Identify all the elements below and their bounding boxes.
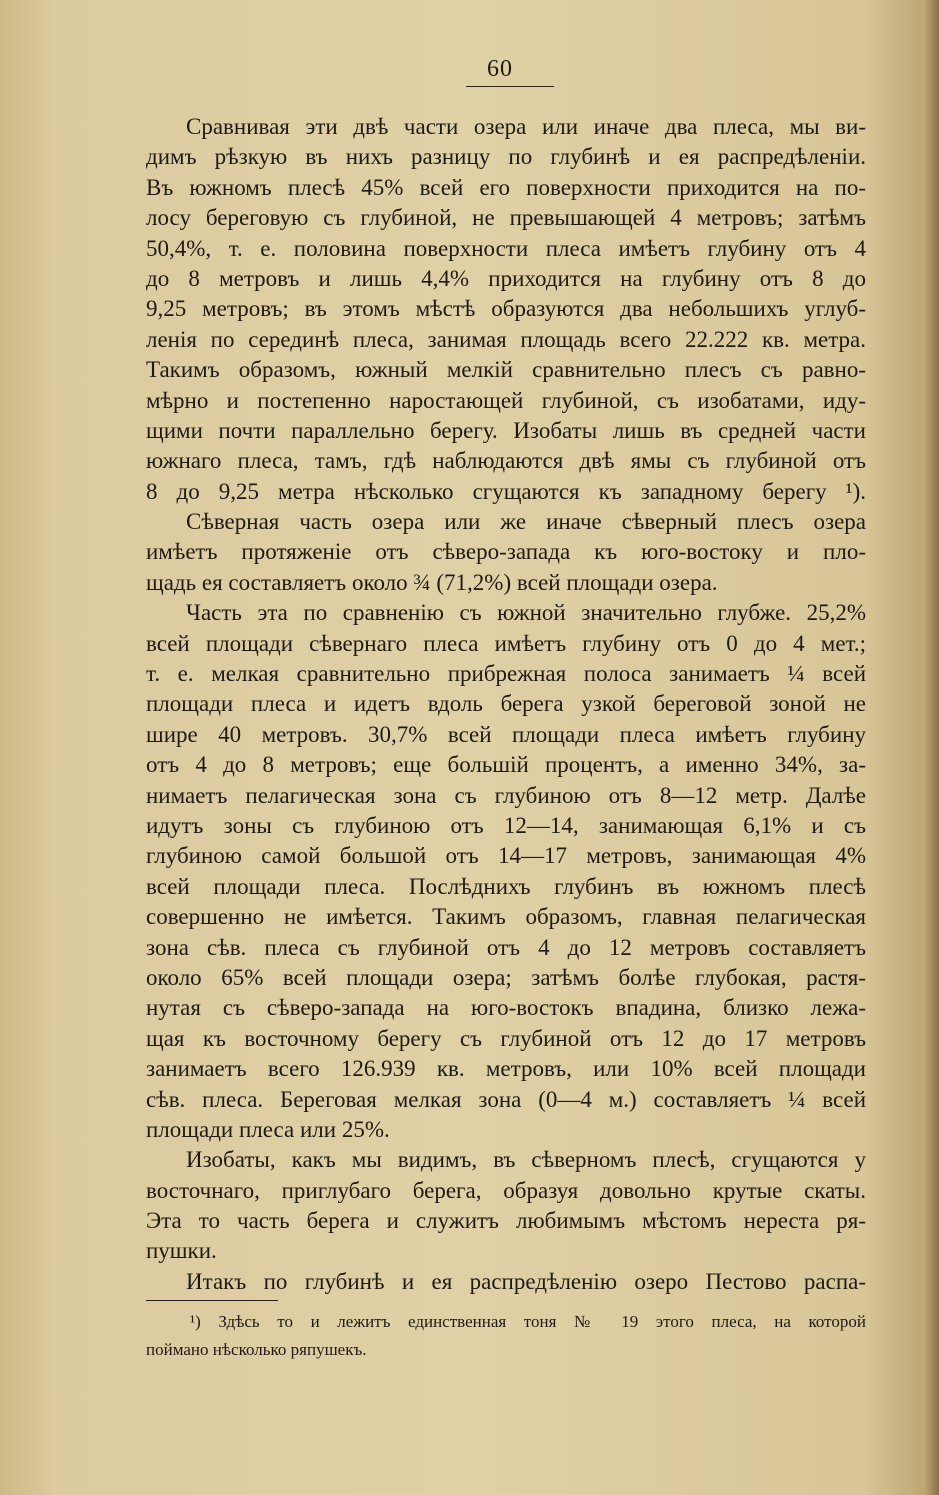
text-line: щими почти параллельно берегу. Изобаты лишь въ средней части	[146, 417, 866, 443]
text-line: щадь ея составляетъ около ¾ (71,2%) всей площади озера.	[146, 569, 718, 595]
text-line: Сравнивая эти двѣ части озера или иначе два плеса, мы ви-	[186, 114, 866, 139]
text-line: пушки.	[146, 1238, 217, 1264]
text-line: зона сѣв. плеса съ глубиной отъ 4 до 12 метровъ составляетъ	[146, 934, 866, 960]
text-line: Изобаты, какъ мы видимъ, въ сѣверномъ плесѣ, сгущаются у	[186, 1147, 866, 1173]
text-line: всей площади плеса. Послѣднихъ глубинъ въ южномъ плесѣ	[146, 873, 866, 899]
text-line: занимаетъ всего 126.939 кв. метровъ, или 10% всей площади	[146, 1056, 866, 1082]
text-line: Въ южномъ плесѣ 45% всей его поверхности приходится на по-	[146, 174, 866, 200]
text-line: 50,4%, т. е. половина поверхности плеса имѣетъ глубину отъ 4	[146, 235, 866, 261]
footnote-line: поймано нѣсколько ряпушекъ.	[146, 1340, 367, 1359]
footnote	[146, 1308, 866, 1364]
text-line: 9,25 метровъ; въ этомъ мѣстѣ образуются два небольшихъ углуб-	[146, 296, 866, 322]
paragraph-3	[146, 598, 866, 1145]
text-line: всей площади сѣвернаго плеса имѣетъ глубину отъ 0 до 4 мет.;	[146, 630, 866, 656]
text-line: идутъ зоны съ глубиною отъ 12—14, занимающая 6,1% и съ	[146, 812, 866, 838]
text-line: мѣрно и постепенно наростающей глубиной, съ изобатами, иду-	[146, 387, 866, 413]
text-line: около 65% всей площади озера; затѣмъ болѣе глубокая, растя-	[146, 964, 866, 990]
text-line: лосу береговую съ глубиной, не превышающей 4 метровъ; затѣмъ	[146, 205, 866, 231]
text-line: Итакъ по глубинѣ и ея распредѣленію озеро Пестово распа-	[186, 1268, 866, 1294]
text-line: восточнаго, приглубаго берега, образуя довольно крутые скаты.	[146, 1177, 866, 1203]
text-line: ленія по серединѣ плеса, занимая площадь всего 22.222 кв. метра.	[146, 326, 866, 352]
page-edge-shadow	[925, 0, 939, 1495]
paragraph-1	[146, 112, 866, 507]
text-line: имѣетъ протяженіе отъ сѣверо-запада къ юго-востоку и пло-	[146, 539, 866, 565]
text-line: площади плеса или 25%.	[146, 1116, 390, 1142]
page-number: 60	[487, 56, 513, 82]
body-text	[146, 112, 866, 1297]
page-number-rule	[466, 86, 554, 87]
text-line: совершенно не имѣется. Такимъ образомъ, главная пелагическая	[146, 904, 866, 930]
text-line: шире 40 метровъ. 30,7% всей площади плеса имѣетъ глубину	[146, 721, 866, 747]
paragraph-2	[146, 507, 866, 598]
text-line: Сѣверная часть озера или же иначе сѣверный плесъ озера	[186, 509, 866, 535]
footnote-rule	[146, 1300, 278, 1301]
text-line: сѣв. плеса. Береговая мелкая зона (0—4 м.) составляетъ ¼ всей	[146, 1086, 866, 1112]
text-line: глубиною самой большой отъ 14—17 метровъ, занимающая 4%	[146, 843, 866, 869]
text-line: Такимъ образомъ, южный мелкій сравнительно плесъ съ равно-	[146, 357, 866, 383]
text-line: 8 до 9,25 метра нѣсколько сгущаются къ западному берегу ¹).	[146, 478, 866, 504]
text-line: нимаетъ пелагическая зона съ глубиною отъ 8—12 метр. Далѣе	[146, 782, 866, 808]
text-line: Часть эта по сравненію съ южной значительно глубже. 25,2%	[186, 600, 866, 626]
text-line: щая къ восточному берегу съ глубиной отъ 12 до 17 метровъ	[146, 1025, 866, 1051]
text-line: т. е. мелкая сравнительно прибрежная полоса занимаетъ ¼ всей	[146, 661, 866, 687]
text-line: Эта то часть берега и служитъ любимымъ мѣстомъ нереста ря-	[146, 1208, 866, 1234]
text-line: до 8 метровъ и лишь 4,4% приходится на глубину отъ 8 до	[146, 265, 866, 291]
text-line: димъ рѣзкую въ нихъ разницу по глубинѣ и ея распредѣленіи.	[146, 144, 866, 170]
text-line: нутая съ сѣверо-запада на юго-востокъ впадина, близко лежа-	[146, 995, 866, 1021]
text-line: отъ 4 до 8 метровъ; еще большій процентъ, а именно 34%, за-	[146, 752, 866, 778]
text-line: площади плеса и идетъ вдоль берега узкой береговой зоной не	[146, 691, 866, 717]
paragraph-4	[146, 1145, 866, 1267]
footnote-line: ¹) Здѣсь то и лежитъ единственная тоня № 19 этого плеса, на которой	[190, 1312, 866, 1331]
text-line: южнаго плеса, тамъ, гдѣ наблюдаются двѣ ямы съ глубиной отъ	[146, 448, 866, 474]
paragraph-5	[146, 1267, 866, 1297]
